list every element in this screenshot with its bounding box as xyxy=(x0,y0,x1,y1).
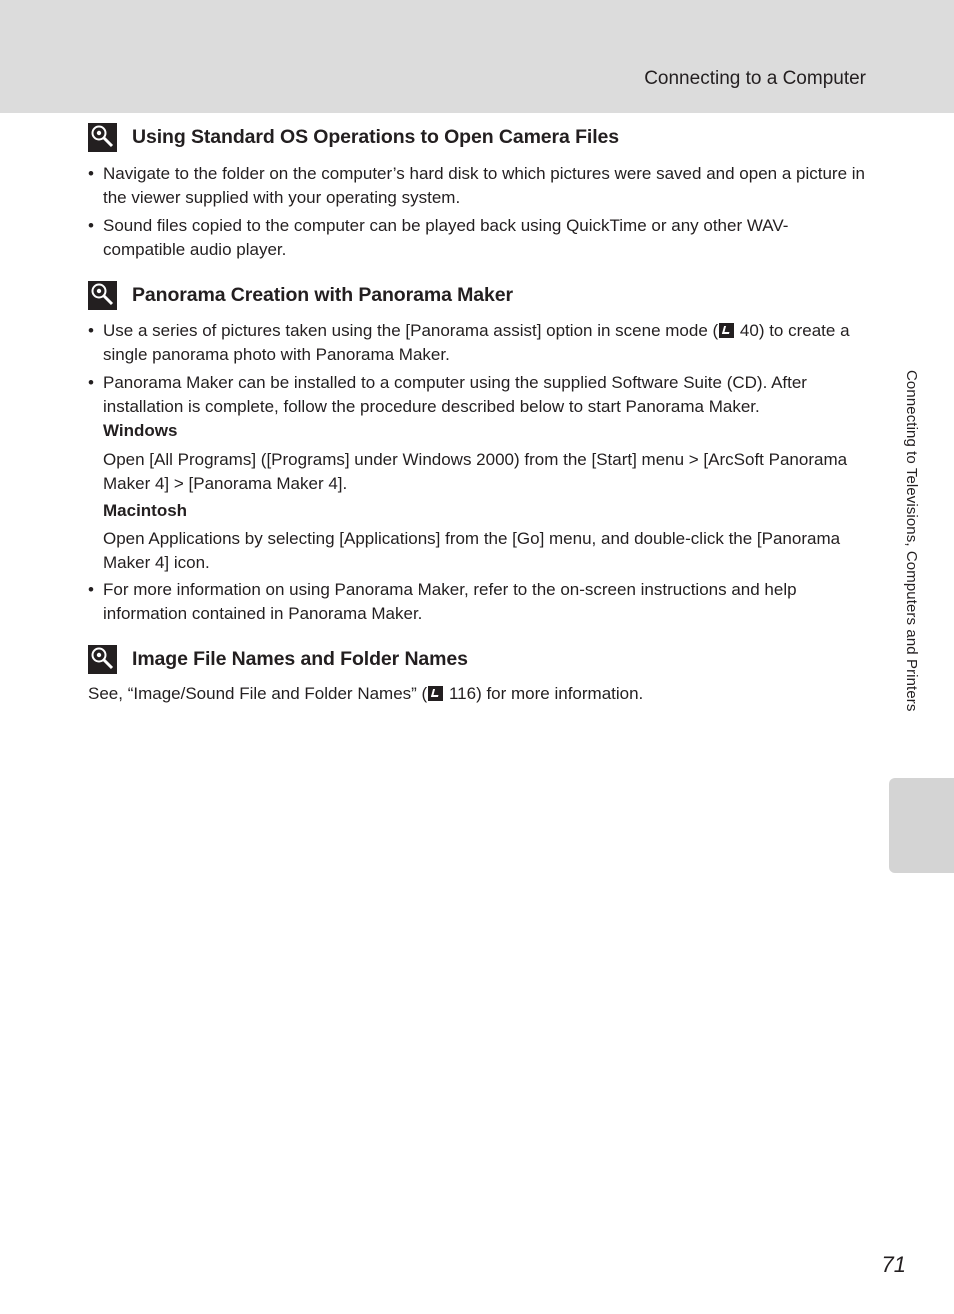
list-item: • Sound files copied to the computer can be played back using QuickTime or any other WAV-compatible audio player. xyxy=(88,216,789,259)
section-file-names xyxy=(88,643,868,706)
hint-icon xyxy=(88,123,117,152)
section-title: Panorama Creation with Panorama Maker xyxy=(132,283,514,306)
os-instructions xyxy=(88,419,868,575)
chapter-title: Connecting to a Computer xyxy=(644,68,866,89)
section-heading xyxy=(88,643,868,675)
windows-instructions: Open [All Programs] ([Programs] under Windows 2000) from the [Start] menu > [ArcSoft Panorama Maker 4] > [Panorama Maker 4]. xyxy=(103,450,848,493)
list-item: • Use a series of pictures taken using the [Panorama assist] option in scene mode ( 40) to create a single panorama photo with Panorama Maker. xyxy=(88,321,850,364)
list-item: • For more information on using Panorama Maker, refer to the on-screen instructions and help information contained in Panorama Maker. xyxy=(88,580,797,623)
side-tab[interactable] xyxy=(889,778,954,873)
bullet-list xyxy=(88,578,868,626)
side-tab-label: Connecting to Televisions, Computers and Printers xyxy=(903,370,920,712)
hint-icon xyxy=(88,281,117,310)
section-heading xyxy=(88,121,868,153)
header-band xyxy=(0,0,954,113)
bullet-list xyxy=(88,162,868,262)
list-item: • Panorama Maker can be installed to a computer using the supplied Software Suite (CD). After installation is complete, follow the procedure described below to start Panorama Maker. xyxy=(88,373,807,416)
macintosh-heading: Macintosh xyxy=(103,501,188,520)
list-item: • Navigate to the folder on the computer’s hard disk to which pictures were saved and open a picture in the viewer supplied with your operating system. xyxy=(88,164,865,207)
windows-heading: Windows xyxy=(103,421,178,440)
bullet-list xyxy=(88,319,868,419)
page-ref-icon xyxy=(719,323,734,338)
section-title: Using Standard OS Operations to Open Camera Files xyxy=(132,125,620,148)
file-names-reference: See, “Image/Sound File and Folder Names” ( 116) for more information. xyxy=(88,684,644,703)
section-panorama xyxy=(88,279,868,630)
page-ref-icon xyxy=(428,686,443,701)
macintosh-instructions: Open Applications by selecting [Applications] from the [Go] menu, and double-click the [Panorama Maker 4] icon. xyxy=(103,529,841,572)
hint-icon xyxy=(88,645,117,674)
page-number: 71 xyxy=(881,1252,906,1277)
section-heading xyxy=(88,279,868,311)
section-standard-os xyxy=(88,121,868,266)
section-title: Image File Names and Folder Names xyxy=(132,647,468,670)
